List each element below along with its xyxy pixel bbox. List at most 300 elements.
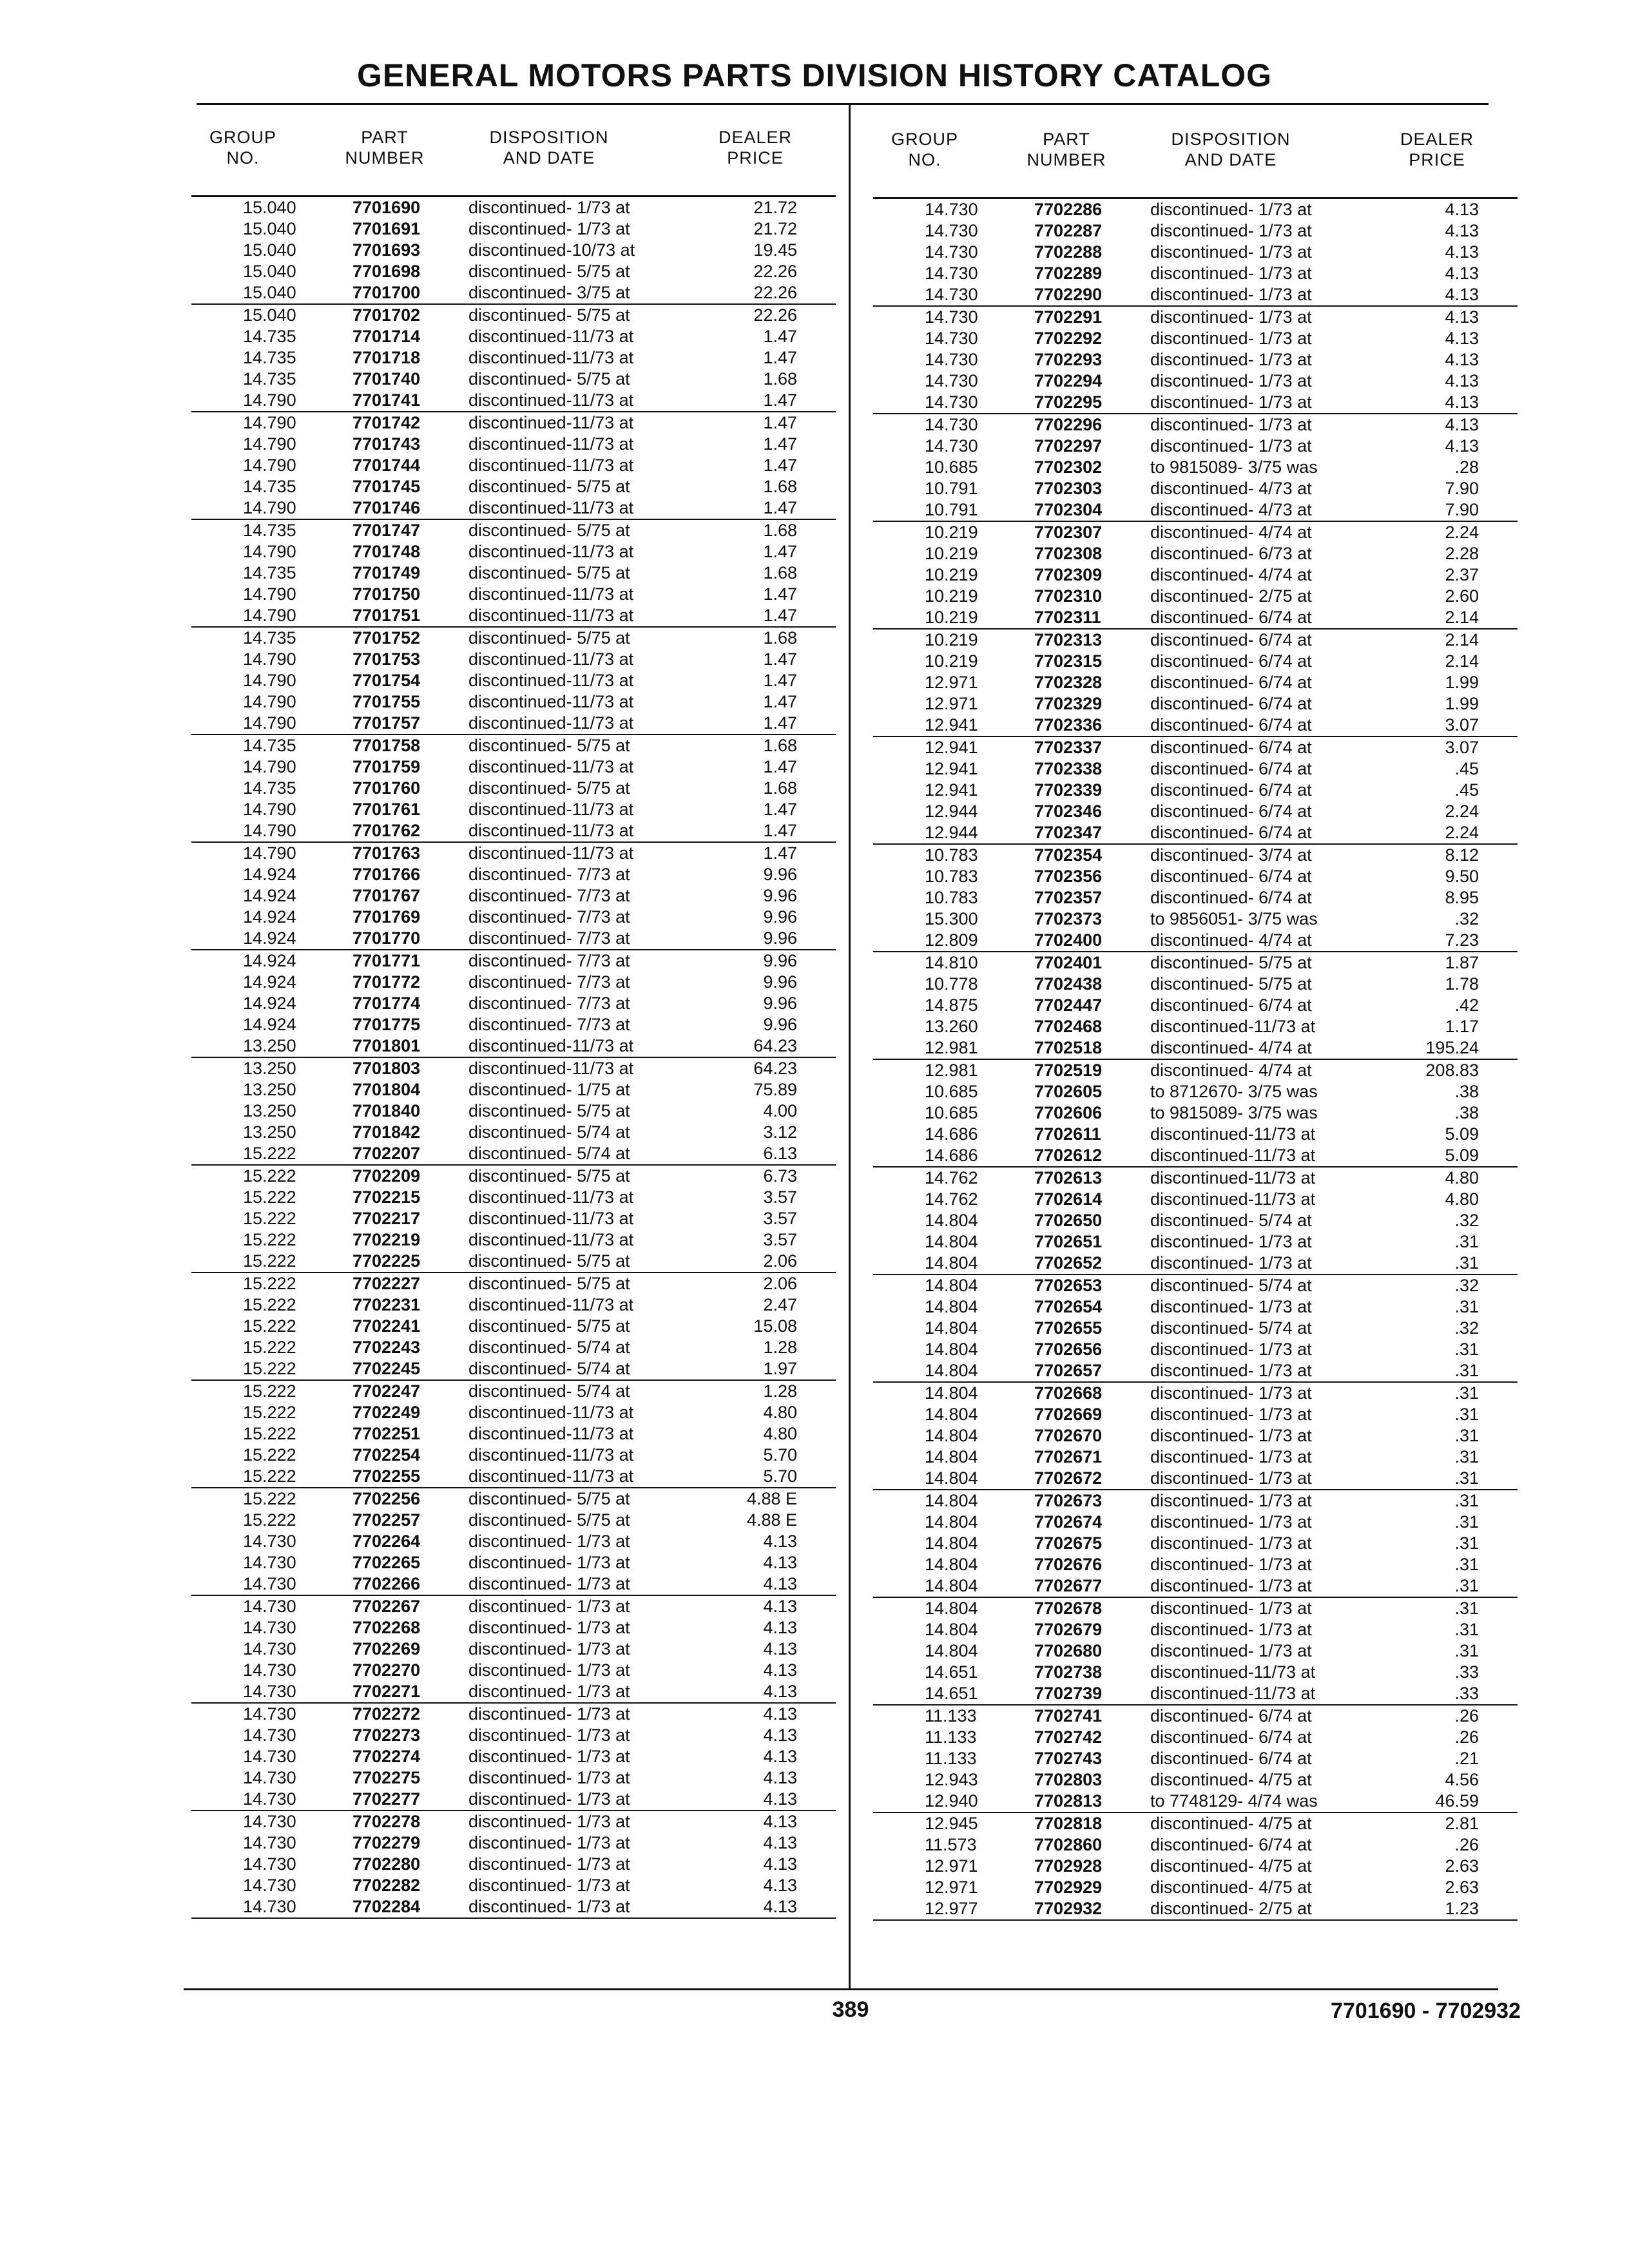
dealer-price-cell: 1.78 <box>1445 974 1479 994</box>
dealer-price-cell: 4.13 <box>763 1876 797 1895</box>
group-no-cell: 14.730 <box>243 1574 296 1593</box>
part-number-cell: 7702651 <box>1034 1232 1103 1251</box>
dealer-price-cell: 4.13 <box>763 1725 797 1745</box>
dealer-price-cell: .31 <box>1454 1641 1479 1660</box>
part-number-cell: 7702677 <box>1034 1576 1103 1595</box>
group-no-cell: 10.685 <box>925 1103 978 1122</box>
disposition-cell: discontinued- 1/73 at <box>468 1725 630 1745</box>
disposition-cell: discontinued- 1/73 at <box>468 1747 630 1766</box>
part-number-cell: 7701759 <box>352 757 421 776</box>
group-no-cell: 15.222 <box>243 1295 296 1314</box>
dealer-price-cell: .31 <box>1454 1512 1479 1532</box>
table-row <box>873 543 1518 564</box>
part-number-cell: 7702400 <box>1034 930 1103 950</box>
dealer-price-cell: 2.63 <box>1445 1856 1479 1876</box>
group-no-cell: 12.944 <box>925 802 978 821</box>
group-no-cell: 14.730 <box>243 1876 296 1895</box>
table-row <box>191 1294 836 1316</box>
dealer-price-cell: 9.96 <box>763 886 797 905</box>
disposition-cell: discontinued- 5/75 at <box>468 369 630 389</box>
disposition-cell: to 8712670- 3/75 was <box>1150 1082 1318 1101</box>
part-number-cell: 7702289 <box>1034 264 1103 283</box>
table-row <box>873 328 1518 349</box>
table-row <box>873 1189 1518 1210</box>
part-number-cell: 7702932 <box>1034 1899 1103 1918</box>
disposition-cell: discontinued- 1/73 at <box>468 1597 630 1616</box>
group-no-cell: 15.222 <box>243 1466 296 1486</box>
disposition-cell: discontinued- 5/75 at <box>468 305 630 325</box>
part-number-cell: 7702215 <box>352 1187 421 1207</box>
group-no-cell: 14.730 <box>243 1768 296 1787</box>
disposition-cell: discontinued-11/73 at <box>468 606 634 625</box>
group-no-cell: 10.219 <box>925 651 978 671</box>
part-number-cell: 7702518 <box>1034 1038 1103 1057</box>
disposition-cell: discontinued- 1/73 at <box>468 1876 630 1895</box>
dealer-price-cell: 2.14 <box>1445 608 1479 627</box>
dealer-price-cell: 1.68 <box>763 369 797 389</box>
table-row <box>191 1100 836 1122</box>
part-number-cell: 7702243 <box>352 1338 421 1357</box>
group-no-cell: 12.981 <box>925 1061 978 1080</box>
part-number-cell: 7702654 <box>1034 1297 1103 1316</box>
dealer-price-cell: .31 <box>1454 1361 1479 1380</box>
group-no-cell: 14.762 <box>925 1189 978 1209</box>
dealer-price-cell: 2.14 <box>1445 630 1479 649</box>
part-number-cell: 7701760 <box>352 778 421 798</box>
disposition-cell: discontinued- 1/73 at <box>468 1768 630 1787</box>
part-number-cell: 7702803 <box>1034 1770 1103 1789</box>
disposition-cell: discontinued-11/73 at <box>468 498 634 517</box>
dealer-price-cell: 5.70 <box>763 1466 797 1486</box>
table-row <box>191 434 836 455</box>
part-number-cell: 7702356 <box>1034 867 1103 886</box>
table-row <box>873 1145 1518 1168</box>
part-number-cell: 7701691 <box>352 219 421 238</box>
part-number-cell: 7702286 <box>1034 200 1103 219</box>
table-row <box>191 1358 836 1381</box>
dealer-price-cell: 4.13 <box>1445 285 1479 304</box>
group-no-cell: 15.040 <box>243 283 296 302</box>
part-number-cell: 7701752 <box>352 628 421 648</box>
table-row <box>191 691 836 713</box>
part-number-cell: 7702254 <box>352 1445 421 1465</box>
group-no-cell: 14.730 <box>925 329 978 348</box>
part-number-cell: 7702671 <box>1034 1447 1103 1466</box>
disposition-cell: discontinued- 6/74 at <box>1150 738 1312 757</box>
part-number-cell: 7702256 <box>352 1489 421 1508</box>
part-number-cell: 7701801 <box>352 1036 421 1055</box>
table-row <box>191 1811 836 1832</box>
dealer-price-cell: 3.07 <box>1445 715 1479 735</box>
part-number-cell: 7702311 <box>1034 608 1101 627</box>
group-no-cell: 14.804 <box>925 1555 978 1574</box>
table-row <box>191 1402 836 1423</box>
disposition-cell: discontinued-11/73 at <box>1150 1146 1316 1165</box>
disposition-cell: discontinued- 7/73 at <box>468 972 630 992</box>
disposition-cell: discontinued- 4/73 at <box>1150 500 1312 519</box>
dealer-price-cell: 1.99 <box>1445 673 1479 692</box>
dealer-price-cell: 4.13 <box>763 1682 797 1701</box>
dealer-price-cell: .31 <box>1454 1340 1479 1359</box>
right-table-header <box>873 129 1518 199</box>
disposition-cell: discontinued- 4/74 at <box>1150 565 1312 584</box>
disposition-cell: discontinued- 1/73 at <box>468 1574 630 1593</box>
top-rule <box>197 103 1489 105</box>
part-number-cell: 7702650 <box>1034 1211 1103 1230</box>
dealer-price-cell: 1.47 <box>763 584 797 604</box>
table-row <box>191 820 836 843</box>
disposition-cell: discontinued-11/73 at <box>468 1445 634 1465</box>
dealer-price-cell: 4.13 <box>763 1897 797 1916</box>
table-row <box>191 1079 836 1100</box>
dealer-price-cell: 3.57 <box>763 1209 797 1228</box>
dealer-price-cell: 4.80 <box>1445 1189 1479 1209</box>
group-no-cell: 12.977 <box>925 1899 978 1918</box>
disposition-cell: discontinued-10/73 at <box>468 240 635 260</box>
group-no-cell: 15.222 <box>243 1359 296 1378</box>
dealer-price-cell: 2.81 <box>1445 1814 1479 1833</box>
part-number-cell: 7702315 <box>1034 651 1103 671</box>
part-number-cell: 7702275 <box>352 1768 421 1787</box>
group-no-cell: 15.222 <box>243 1166 296 1186</box>
dealer-price-cell: .31 <box>1454 1599 1479 1618</box>
column-divider <box>849 103 851 1988</box>
disposition-cell: discontinued- 1/73 at <box>1150 1297 1312 1316</box>
part-number-cell: 7701749 <box>352 563 421 582</box>
table-row <box>873 370 1518 392</box>
disposition-cell: discontinued- 1/73 at <box>1150 1555 1312 1574</box>
disposition-cell: discontinued- 1/73 at <box>1150 1361 1312 1380</box>
disposition-cell: discontinued- 6/74 at <box>1150 995 1312 1015</box>
part-number-cell: 7702328 <box>1034 673 1103 692</box>
group-no-cell: 14.730 <box>243 1897 296 1916</box>
group-no-cell: 14.924 <box>243 972 296 992</box>
table-row <box>873 1102 1518 1124</box>
table-row <box>191 1639 836 1660</box>
disposition-cell: discontinued- 5/74 at <box>468 1144 630 1163</box>
disposition-cell: discontinued- 2/75 at <box>1150 586 1312 606</box>
table-row <box>873 586 1518 607</box>
table-row <box>873 930 1518 952</box>
disposition-cell: discontinued- 1/73 at <box>1150 1405 1312 1424</box>
group-no-cell: 15.222 <box>243 1403 296 1422</box>
table-row <box>873 436 1518 457</box>
disposition-cell: discontinued- 1/73 at <box>468 1660 630 1680</box>
part-number-cell: 7702860 <box>1034 1835 1103 1854</box>
disposition-cell: discontinued- 5/75 at <box>468 1274 630 1293</box>
group-no-cell: 14.804 <box>925 1361 978 1380</box>
part-number-cell: 7701698 <box>352 262 421 281</box>
part-number-cell: 7702674 <box>1034 1512 1103 1532</box>
dealer-price-cell: 5.70 <box>763 1445 797 1465</box>
dealer-price-cell: 1.17 <box>1445 1017 1479 1036</box>
table-row <box>873 693 1518 715</box>
disposition-cell: discontinued- 1/73 at <box>1150 1576 1312 1595</box>
part-number-cell: 7702652 <box>1034 1253 1103 1273</box>
group-no-cell: 15.222 <box>243 1424 296 1443</box>
part-number-cell: 7702245 <box>352 1359 421 1378</box>
group-no-cell: 10.783 <box>925 845 978 865</box>
table-row <box>873 995 1518 1016</box>
bottom-rule <box>184 1988 1498 1990</box>
disposition-cell: discontinued- 5/75 at <box>468 1166 630 1186</box>
table-row <box>191 1767 836 1789</box>
disposition-cell: discontinued-11/73 at <box>468 1466 634 1486</box>
disposition-cell: discontinued-11/73 at <box>1150 1017 1316 1036</box>
group-no-cell: 14.810 <box>925 953 978 972</box>
part-number-cell: 7701757 <box>352 713 421 733</box>
group-no-cell: 12.971 <box>925 1878 978 1897</box>
table-row <box>873 1619 1518 1640</box>
group-no-cell: 15.040 <box>243 305 296 325</box>
table-row <box>873 1533 1518 1554</box>
dealer-price-cell: 2.06 <box>763 1274 797 1293</box>
table-row <box>191 756 836 778</box>
dealer-price-cell: 4.13 <box>763 1532 797 1551</box>
table-row <box>191 1681 836 1704</box>
table-row <box>873 1748 1518 1769</box>
part-number-cell: 7701774 <box>352 994 421 1013</box>
group-no-cell: 14.730 <box>925 350 978 369</box>
dealer-price-cell: 1.47 <box>763 390 797 410</box>
table-row <box>873 651 1518 672</box>
table-row <box>191 1143 836 1166</box>
table-row <box>191 1229 836 1251</box>
part-number-cell: 7701775 <box>352 1015 421 1034</box>
part-number-cell: 7702225 <box>352 1251 421 1271</box>
header-group-no: GROUP NO. <box>209 128 276 168</box>
table-row <box>873 307 1518 328</box>
dealer-price-cell: 1.47 <box>763 606 797 625</box>
table-row <box>191 584 836 605</box>
group-no-cell: 14.790 <box>243 800 296 819</box>
table-row <box>873 780 1518 801</box>
dealer-price-cell: 21.72 <box>753 198 797 217</box>
dealer-price-cell: 4.13 <box>1445 329 1479 348</box>
dealer-price-cell: 22.26 <box>753 262 797 281</box>
table-row <box>873 1598 1518 1619</box>
group-no-cell: 14.924 <box>243 886 296 905</box>
table-row <box>873 1081 1518 1102</box>
table-row <box>873 1360 1518 1383</box>
group-no-cell: 14.790 <box>243 843 296 863</box>
part-number-cell: 7701746 <box>352 498 421 517</box>
disposition-cell: discontinued- 6/74 at <box>1150 1706 1312 1725</box>
part-number-cell: 7702288 <box>1034 242 1103 262</box>
group-no-cell: 14.730 <box>925 415 978 434</box>
part-number-cell: 7702264 <box>352 1532 421 1551</box>
disposition-cell: discontinued-11/73 at <box>468 649 634 669</box>
part-number-cell: 7702266 <box>352 1574 421 1593</box>
part-number-cell: 7701842 <box>352 1122 421 1142</box>
dealer-price-cell: 1.47 <box>763 498 797 517</box>
header-dealer-price: DEALER PRICE <box>718 128 793 168</box>
group-no-cell: 14.730 <box>925 264 978 283</box>
group-no-cell: 15.222 <box>243 1230 296 1249</box>
dealer-price-cell: .33 <box>1454 1662 1479 1682</box>
part-number-cell: 7701743 <box>352 434 421 454</box>
table-row <box>873 1813 1518 1834</box>
table-row <box>191 1445 836 1466</box>
dealer-price-cell: 1.28 <box>763 1338 797 1357</box>
table-row <box>191 1337 836 1358</box>
dealer-price-cell: 22.26 <box>753 283 797 302</box>
part-number-cell: 7702279 <box>352 1833 421 1852</box>
table-row <box>191 670 836 691</box>
disposition-cell: discontinued- 1/73 at <box>1150 1232 1312 1251</box>
part-number-cell: 7702738 <box>1034 1662 1103 1682</box>
table-row <box>191 1596 836 1617</box>
table-row <box>191 843 836 864</box>
table-row <box>873 1877 1518 1898</box>
group-no-cell: 14.804 <box>925 1620 978 1639</box>
disposition-cell: discontinued- 6/74 at <box>1150 651 1312 671</box>
dealer-price-cell: .31 <box>1454 1383 1479 1403</box>
part-number-cell: 7702678 <box>1034 1599 1103 1618</box>
part-number-cell: 7702287 <box>1034 221 1103 240</box>
table-row <box>873 457 1518 478</box>
dealer-price-cell: 6.13 <box>763 1144 797 1163</box>
disposition-cell: discontinued- 5/75 at <box>468 1251 630 1271</box>
table-row <box>191 240 836 261</box>
group-no-cell: 15.222 <box>243 1187 296 1207</box>
dealer-price-cell: 4.88 E <box>746 1489 797 1508</box>
table-row <box>873 263 1518 284</box>
table-row <box>873 1468 1518 1490</box>
catalog-title: GENERAL MOTORS PARTS DIVISION HISTORY CATALOG <box>356 57 1273 93</box>
table-row <box>191 369 836 390</box>
disposition-cell: discontinued-11/73 at <box>1150 1124 1316 1144</box>
group-no-cell: 15.040 <box>243 262 296 281</box>
table-row <box>191 605 836 628</box>
part-range: 7701690 - 7702932 <box>1331 1999 1521 2023</box>
part-number-cell: 7702928 <box>1034 1856 1103 1876</box>
disposition-cell: discontinued- 5/74 at <box>468 1381 630 1401</box>
table-row <box>873 801 1518 822</box>
disposition-cell: discontinued- 1/73 at <box>468 198 630 217</box>
table-row <box>191 261 836 282</box>
table-row <box>873 349 1518 370</box>
part-number-cell: 7702277 <box>352 1789 421 1809</box>
table-row <box>873 629 1518 651</box>
part-number-cell: 7702612 <box>1034 1146 1103 1165</box>
group-no-cell: 13.260 <box>925 1017 978 1036</box>
table-row <box>191 1166 836 1187</box>
table-row <box>191 1617 836 1639</box>
group-no-cell: 14.730 <box>243 1854 296 1874</box>
part-number-cell: 7702273 <box>352 1725 421 1745</box>
disposition-cell: discontinued-11/73 at <box>468 434 634 454</box>
disposition-cell: discontinued- 4/75 at <box>1150 1770 1312 1789</box>
group-no-cell: 14.804 <box>925 1599 978 1618</box>
part-number-cell: 7702743 <box>1034 1749 1103 1768</box>
part-number-cell: 7701700 <box>352 283 421 302</box>
part-number-cell: 7701741 <box>352 390 421 410</box>
dealer-price-cell: 64.23 <box>753 1036 797 1055</box>
dealer-price-cell: 1.97 <box>763 1359 797 1378</box>
part-number-cell: 7702680 <box>1034 1641 1103 1660</box>
table-row <box>191 412 836 434</box>
group-no-cell: 15.300 <box>925 909 978 928</box>
table-row <box>873 1706 1518 1727</box>
group-no-cell: 10.219 <box>925 630 978 649</box>
table-row <box>873 1383 1518 1404</box>
part-number-cell: 7701803 <box>352 1059 421 1078</box>
group-no-cell: 15.040 <box>243 219 296 238</box>
disposition-cell: discontinued- 6/74 at <box>1150 1727 1312 1747</box>
part-number-cell: 7701693 <box>352 240 421 260</box>
group-no-cell: 14.730 <box>243 1747 296 1766</box>
table-row <box>873 1662 1518 1683</box>
group-no-cell: 14.730 <box>243 1812 296 1831</box>
disposition-cell: discontinued-11/73 at <box>468 800 634 819</box>
disposition-cell: discontinued-11/73 at <box>468 584 634 604</box>
dealer-price-cell: .31 <box>1454 1533 1479 1553</box>
part-number-cell: 7702227 <box>352 1274 421 1293</box>
dealer-price-cell: 9.96 <box>763 907 797 927</box>
part-number-cell: 7702309 <box>1034 565 1103 584</box>
disposition-cell: discontinued- 1/73 at <box>468 1618 630 1637</box>
part-number-cell: 7702308 <box>1034 544 1103 563</box>
table-row <box>873 715 1518 737</box>
group-no-cell: 11.133 <box>925 1706 977 1725</box>
dealer-price-cell: 2.24 <box>1445 523 1479 542</box>
table-row <box>873 392 1518 414</box>
table-row <box>191 1316 836 1337</box>
dealer-price-cell: 4.80 <box>763 1424 797 1443</box>
table-row <box>191 1704 836 1725</box>
dealer-price-cell: 4.13 <box>1445 221 1479 240</box>
group-no-cell: 14.730 <box>243 1660 296 1680</box>
part-number-cell: 7702337 <box>1034 738 1103 757</box>
group-no-cell: 15.222 <box>243 1445 296 1465</box>
part-number-cell: 7702519 <box>1034 1061 1103 1080</box>
disposition-cell: to 9815089- 3/75 was <box>1150 1103 1318 1122</box>
dealer-price-cell: 208.83 <box>1425 1061 1479 1080</box>
part-number-cell: 7701769 <box>352 907 421 927</box>
part-number-cell: 7702292 <box>1034 329 1103 348</box>
table-row <box>191 1832 836 1854</box>
dealer-price-cell: 4.13 <box>1445 307 1479 327</box>
disposition-cell: discontinued- 1/73 at <box>1150 1340 1312 1359</box>
group-no-cell: 14.804 <box>925 1491 978 1510</box>
disposition-cell: discontinued- 1/73 at <box>1150 1533 1312 1553</box>
table-row <box>873 1575 1518 1598</box>
group-no-cell: 14.804 <box>925 1318 978 1338</box>
dealer-price-cell: .31 <box>1454 1468 1479 1488</box>
table-row <box>873 1124 1518 1145</box>
part-number-cell: 7702207 <box>352 1144 421 1163</box>
table-row <box>873 1490 1518 1512</box>
part-number-cell: 7702293 <box>1034 350 1103 369</box>
group-no-cell: 14.790 <box>243 542 296 561</box>
table-row <box>873 1318 1518 1339</box>
part-number-cell: 7702438 <box>1034 974 1103 994</box>
disposition-cell: discontinued- 5/74 at <box>1150 1318 1312 1338</box>
group-no-cell: 14.804 <box>925 1512 978 1532</box>
part-number-cell: 7702304 <box>1034 500 1103 519</box>
disposition-cell: discontinued-11/73 at <box>468 713 634 733</box>
header-part-number: PART NUMBER <box>345 128 425 168</box>
part-number-cell: 7702231 <box>352 1295 421 1314</box>
dealer-price-cell: 1.47 <box>763 821 797 840</box>
dealer-price-cell: 1.28 <box>763 1381 797 1401</box>
dealer-price-cell: .28 <box>1454 457 1479 477</box>
right-column <box>873 129 1518 1921</box>
dealer-price-cell: 9.50 <box>1445 867 1479 886</box>
dealer-price-cell: 1.47 <box>763 800 797 819</box>
disposition-cell: discontinued- 5/74 at <box>468 1122 630 1142</box>
